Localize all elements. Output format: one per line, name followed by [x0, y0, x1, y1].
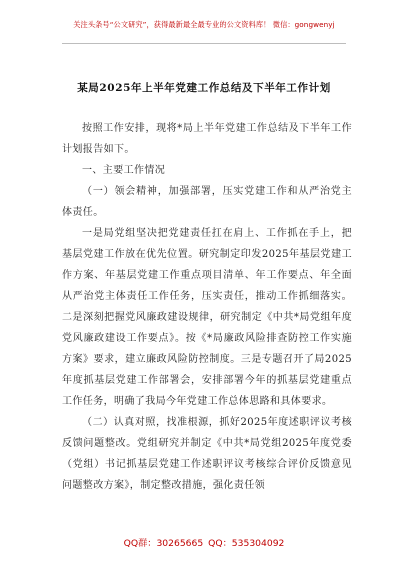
subsection-heading-2: （二）认真对照，找准根源，抓好2025年度述职评议考核反馈问题整改。党组研究并制定《中共*局党组2025年度党委（党组）书记抓基层党建工作述职评议考核综合评价反馈意见问题整改方案》，制定整改措施，强化责任领 [62, 417, 352, 491]
footer-contact: QQ群：30265665 QQ：535304092 [123, 538, 285, 549]
document-body [62, 118, 352, 496]
document-title: 某局2025年上半年党建工作总结及下半年工作计划 [77, 82, 331, 94]
body-paragraph-intro: 按照工作安排，现将*局上半年党建工作总结及下半年工作计划报告如下。 [62, 123, 352, 155]
header-banner: 关注头条号“公文研究”，获得最新最全最专业的公文资料库！ 微信：gongwenyj [73, 20, 335, 29]
subsection-heading-1: （一）领会精神，加强部署，压实党建工作和从严治党主体责任。 [62, 186, 352, 218]
body-paragraph-1: 一是局党组坚决把党建责任扛在肩上、工作抓在手上，把基层党建工作放在优先位置。研究制定印发2025年基层党建工作方案、年基层党建工作重点项目清单、年工作要点、年全面从严治党主体责任工作任务，压实责任，推动工作抓细落实。二是深刻把握党风廉政建设规律，研究制定《中共*局党组年度党风廉政建设工作要点》。按《*局廉政风险排查防控工作实施方案》要求，建立廉政风险防控制度。三是专题召开了局2025年度抓基层党建工作部署会，安排部署今年的抓基层党建重点工作任务，明确了我局今年党建工作总体思路和具体要求。 [62, 228, 352, 407]
header-divider [62, 43, 346, 44]
section-heading: 一、主要工作情况 [82, 165, 166, 176]
